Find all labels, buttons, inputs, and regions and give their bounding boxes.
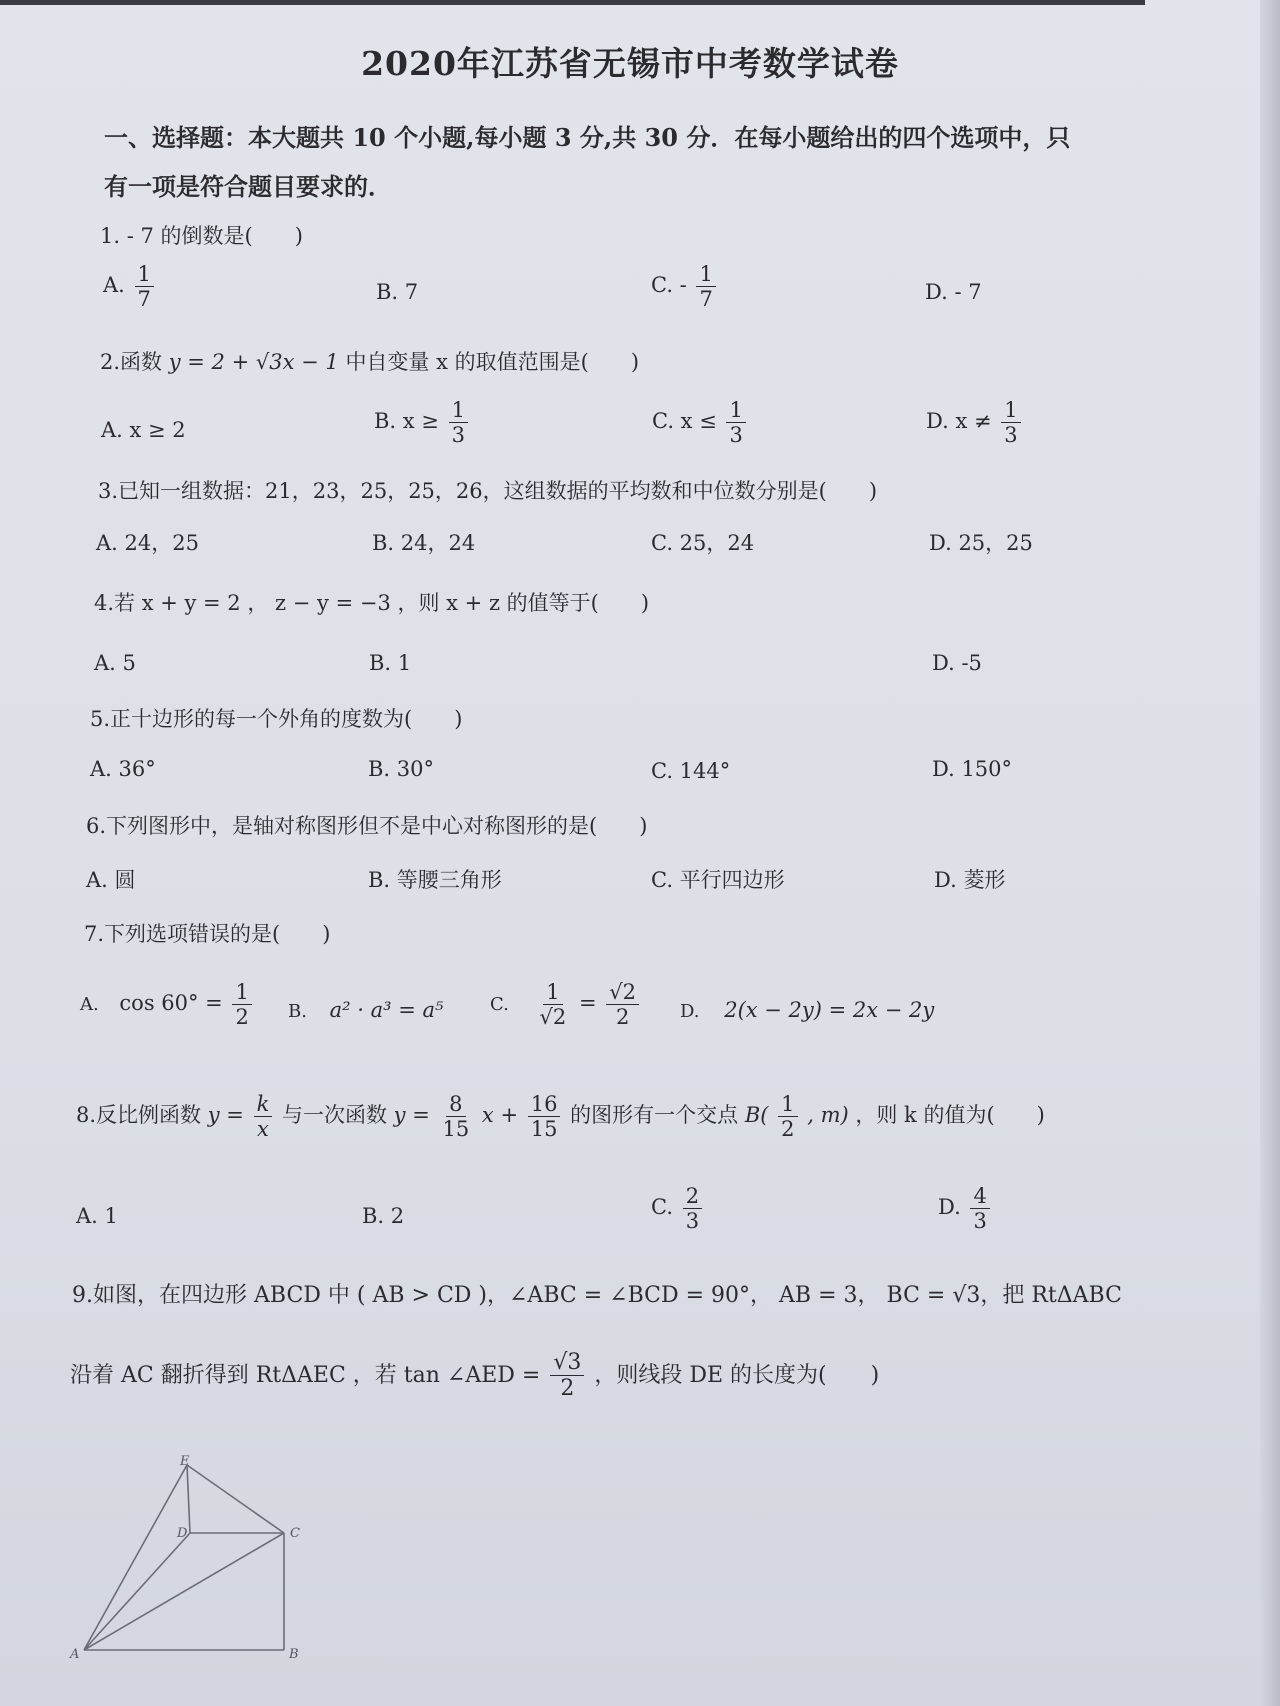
fraction: $\frac{√2}{2}$ — [606, 980, 639, 1029]
fraction: $\frac{1}{3}$ — [726, 398, 745, 447]
fraction: $\frac{8}{15}$ — [442, 1092, 470, 1142]
q8-option-b: B. 2 — [362, 1204, 405, 1228]
q1-option-a: A. $\frac{1}{7}$ — [103, 262, 157, 311]
q5-option-a: A. 36° — [90, 757, 156, 781]
fraction: $\frac{1}{7}$ — [696, 262, 715, 311]
q7-option-a: A. cos 60° = $\frac{1}{2}$ — [80, 980, 255, 1029]
q2-option-b: B. x ≥ $\frac{1}{3}$ — [374, 398, 471, 447]
q7-option-c: C. $\frac{1}{√2}$ = $\frac{√2}{2}$ — [490, 980, 642, 1029]
label-b: B — [289, 1647, 299, 1662]
edge-ae — [84, 1465, 187, 1650]
q6-option-d: D. 菱形 — [934, 868, 1006, 892]
section-heading-line1: 一、选择题：本大题共 10 个小题,每小题 3 分,共 30 分．在每小题给出的四个选项中，只 — [104, 123, 1071, 152]
fraction: $\frac{√3}{2}$ — [550, 1350, 584, 1402]
q5-option-b: B. 30° — [368, 757, 435, 781]
page-right-edge — [1260, 0, 1280, 1706]
label-a: A — [70, 1647, 80, 1662]
q8-option-a: A. 1 — [76, 1204, 118, 1228]
q4-option-a: A. 5 — [94, 651, 136, 675]
question-7-stem: 7.下列选项错误的是( ) — [84, 922, 331, 946]
edge-ec — [187, 1465, 284, 1533]
question-2-stem: 2.函数 y = 2 + √3x − 1 中自变量 x 的取值范围是( ) — [100, 350, 640, 374]
section-heading-line2: 有一项是符合题目要求的． — [104, 172, 392, 201]
q7-option-b: B. a² · a³ = a⁵ — [288, 998, 444, 1022]
q6-option-c: C. 平行四边形 — [651, 868, 785, 892]
question-4-stem: 4.若 x + y = 2 ， z − y = −3 ，则 x + z 的值等于( ) — [94, 591, 650, 615]
q1-option-b: B. 7 — [376, 280, 419, 304]
q5-option-d: D. 150° — [932, 757, 1013, 781]
q2-option-a: A. x ≥ 2 — [101, 418, 186, 442]
label-e: E — [180, 1455, 190, 1469]
q3-option-b: B. 24，24 — [372, 531, 476, 555]
q2-option-c: C. x ≤ $\frac{1}{3}$ — [652, 398, 749, 447]
q6-option-a: A. 圆 — [86, 868, 136, 892]
fraction: $\frac{2}{3}$ — [683, 1184, 702, 1233]
question-5-stem: 5.正十边形的每一个外角的度数为( ) — [90, 707, 463, 731]
diagonal-ac — [84, 1533, 284, 1650]
q5-option-c: C. 144° — [651, 759, 731, 783]
question-1-stem: 1. - 7 的倒数是( ) — [100, 224, 303, 248]
q8-option-c: C. $\frac{2}{3}$ — [651, 1184, 705, 1233]
label-c: C — [290, 1526, 300, 1541]
question-3-stem: 3.已知一组数据：21，23，25，25，26，这组数据的平均数和中位数分别是( ) — [98, 479, 878, 503]
q4-option-d: D. -5 — [932, 651, 982, 675]
fraction: $\frac{k}{x}$ — [254, 1092, 273, 1141]
fraction: $\frac{4}{3}$ — [970, 1184, 989, 1233]
question-9-stem-line1: 9.如图，在四边形 ABCD 中 ( AB > CD )，∠ABC = ∠BCD = 90°， AB = 3， BC = √3，把 RtΔABC — [72, 1283, 1122, 1308]
q4-option-b: B. 1 — [369, 651, 412, 675]
fraction: $\frac{1}{2}$ — [778, 1092, 797, 1141]
page-title: 2020年江苏省无锡市中考数学试卷 — [361, 44, 899, 83]
fraction: $\frac{1}{√2}$ — [539, 980, 567, 1030]
fraction: $\frac{1}{3}$ — [449, 398, 468, 447]
q2-option-d: D. x ≠ $\frac{1}{3}$ — [926, 398, 1024, 447]
question-8-stem: 8.反比例函数 y = $\frac{k}{x}$ 与一次函数 y = $\frac{8}{15}$ x + $\frac{16}{15}$ 的图形有一个交点 B( $\frac{1}{2}$ , m) ，则 k 的值为( ) — [76, 1092, 1045, 1142]
q3-option-a: A. 24，25 — [96, 531, 199, 555]
fraction: $\frac{1}{7}$ — [135, 262, 154, 311]
q1-option-d: D. - 7 — [925, 280, 982, 304]
fraction: $\frac{16}{15}$ — [528, 1092, 561, 1141]
page-top-edge — [0, 0, 1145, 5]
fraction: $\frac{1}{3}$ — [1001, 398, 1020, 447]
question-6-stem: 6.下列图形中，是轴对称图形但不是中心对称图形的是( ) — [86, 814, 648, 838]
q3-option-d: D. 25，25 — [929, 531, 1033, 555]
q1-option-c: C. - $\frac{1}{7}$ — [651, 262, 719, 311]
q7-option-d: D. 2(x − 2y) = 2x − 2y — [680, 998, 935, 1022]
segment-de — [187, 1465, 190, 1533]
edge-ad — [84, 1533, 190, 1650]
q6-option-b: B. 等腰三角形 — [368, 868, 502, 892]
q3-option-c: C. 25，24 — [651, 531, 755, 555]
label-d: D — [177, 1526, 188, 1541]
question-9-stem-line2: 沿着 AC 翻折得到 RtΔAEC ，若 tan ∠AED = $\frac{√3}{2}$ ，则线段 DE 的长度为( ) — [70, 1350, 880, 1402]
q8-option-d: D. $\frac{4}{3}$ — [938, 1184, 993, 1233]
fraction: $\frac{1}{2}$ — [232, 980, 251, 1029]
quadrilateral-figure — [60, 1455, 320, 1670]
